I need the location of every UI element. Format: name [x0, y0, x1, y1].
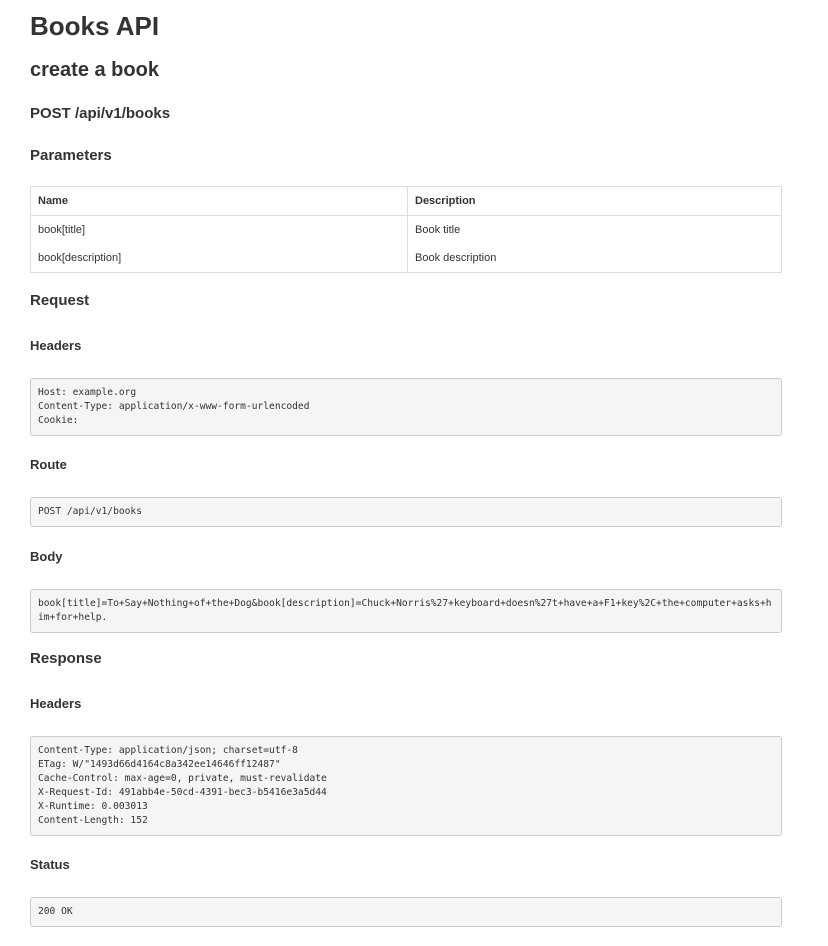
- response-headers-block: Content-Type: application/json; charset=utf-8 ETag: W/"1493d66d4164c8a342ee14646ff12487" Cache-Control: max-age=0, private, must-revalidate X-Request-Id: 491abb4e-50cd-4391-bec3-b5416e3a5d44 X-Runtime: 0.003013 Content-Length: 152: [30, 736, 782, 836]
- parameters-heading: Parameters: [30, 147, 112, 164]
- column-header-description: Description: [408, 187, 782, 216]
- request-body-block: book[title]=To+Say+Nothing+of+the+Dog&book[description]=Chuck+Norris%27+keyboard+doesn%27t+have+a+F1+key%2C+the+computer+asks+him+for+help.: [30, 589, 782, 633]
- param-name: book[description]: [31, 244, 408, 273]
- response-status-block: 200 OK: [30, 897, 782, 927]
- parameters-header-row: [31, 187, 782, 216]
- column-header-name: Name: [31, 187, 408, 216]
- table-row: [31, 216, 782, 245]
- response-status-heading: Status: [30, 857, 70, 872]
- response-headers-heading: Headers: [30, 696, 82, 711]
- param-name: book[title]: [31, 216, 408, 245]
- request-headers-heading: Headers: [30, 338, 82, 353]
- response-heading: Response: [30, 650, 102, 667]
- request-headers-block: Host: example.org Content-Type: application/x-www-form-urlencoded Cookie:: [30, 378, 782, 436]
- parameters-table: [30, 186, 782, 273]
- param-description: Book description: [415, 252, 497, 264]
- request-heading: Request: [30, 292, 90, 309]
- example-explanation: create a book: [30, 59, 159, 81]
- route-heading: POST /api/v1/books: [30, 105, 171, 122]
- param-description: Book title: [415, 224, 461, 236]
- request-route-block: POST /api/v1/books: [30, 497, 782, 527]
- request-route-heading: Route: [30, 457, 67, 472]
- table-row: [31, 244, 782, 273]
- doc-title: Books API: [30, 11, 160, 41]
- request-body-heading: Body: [30, 549, 63, 564]
